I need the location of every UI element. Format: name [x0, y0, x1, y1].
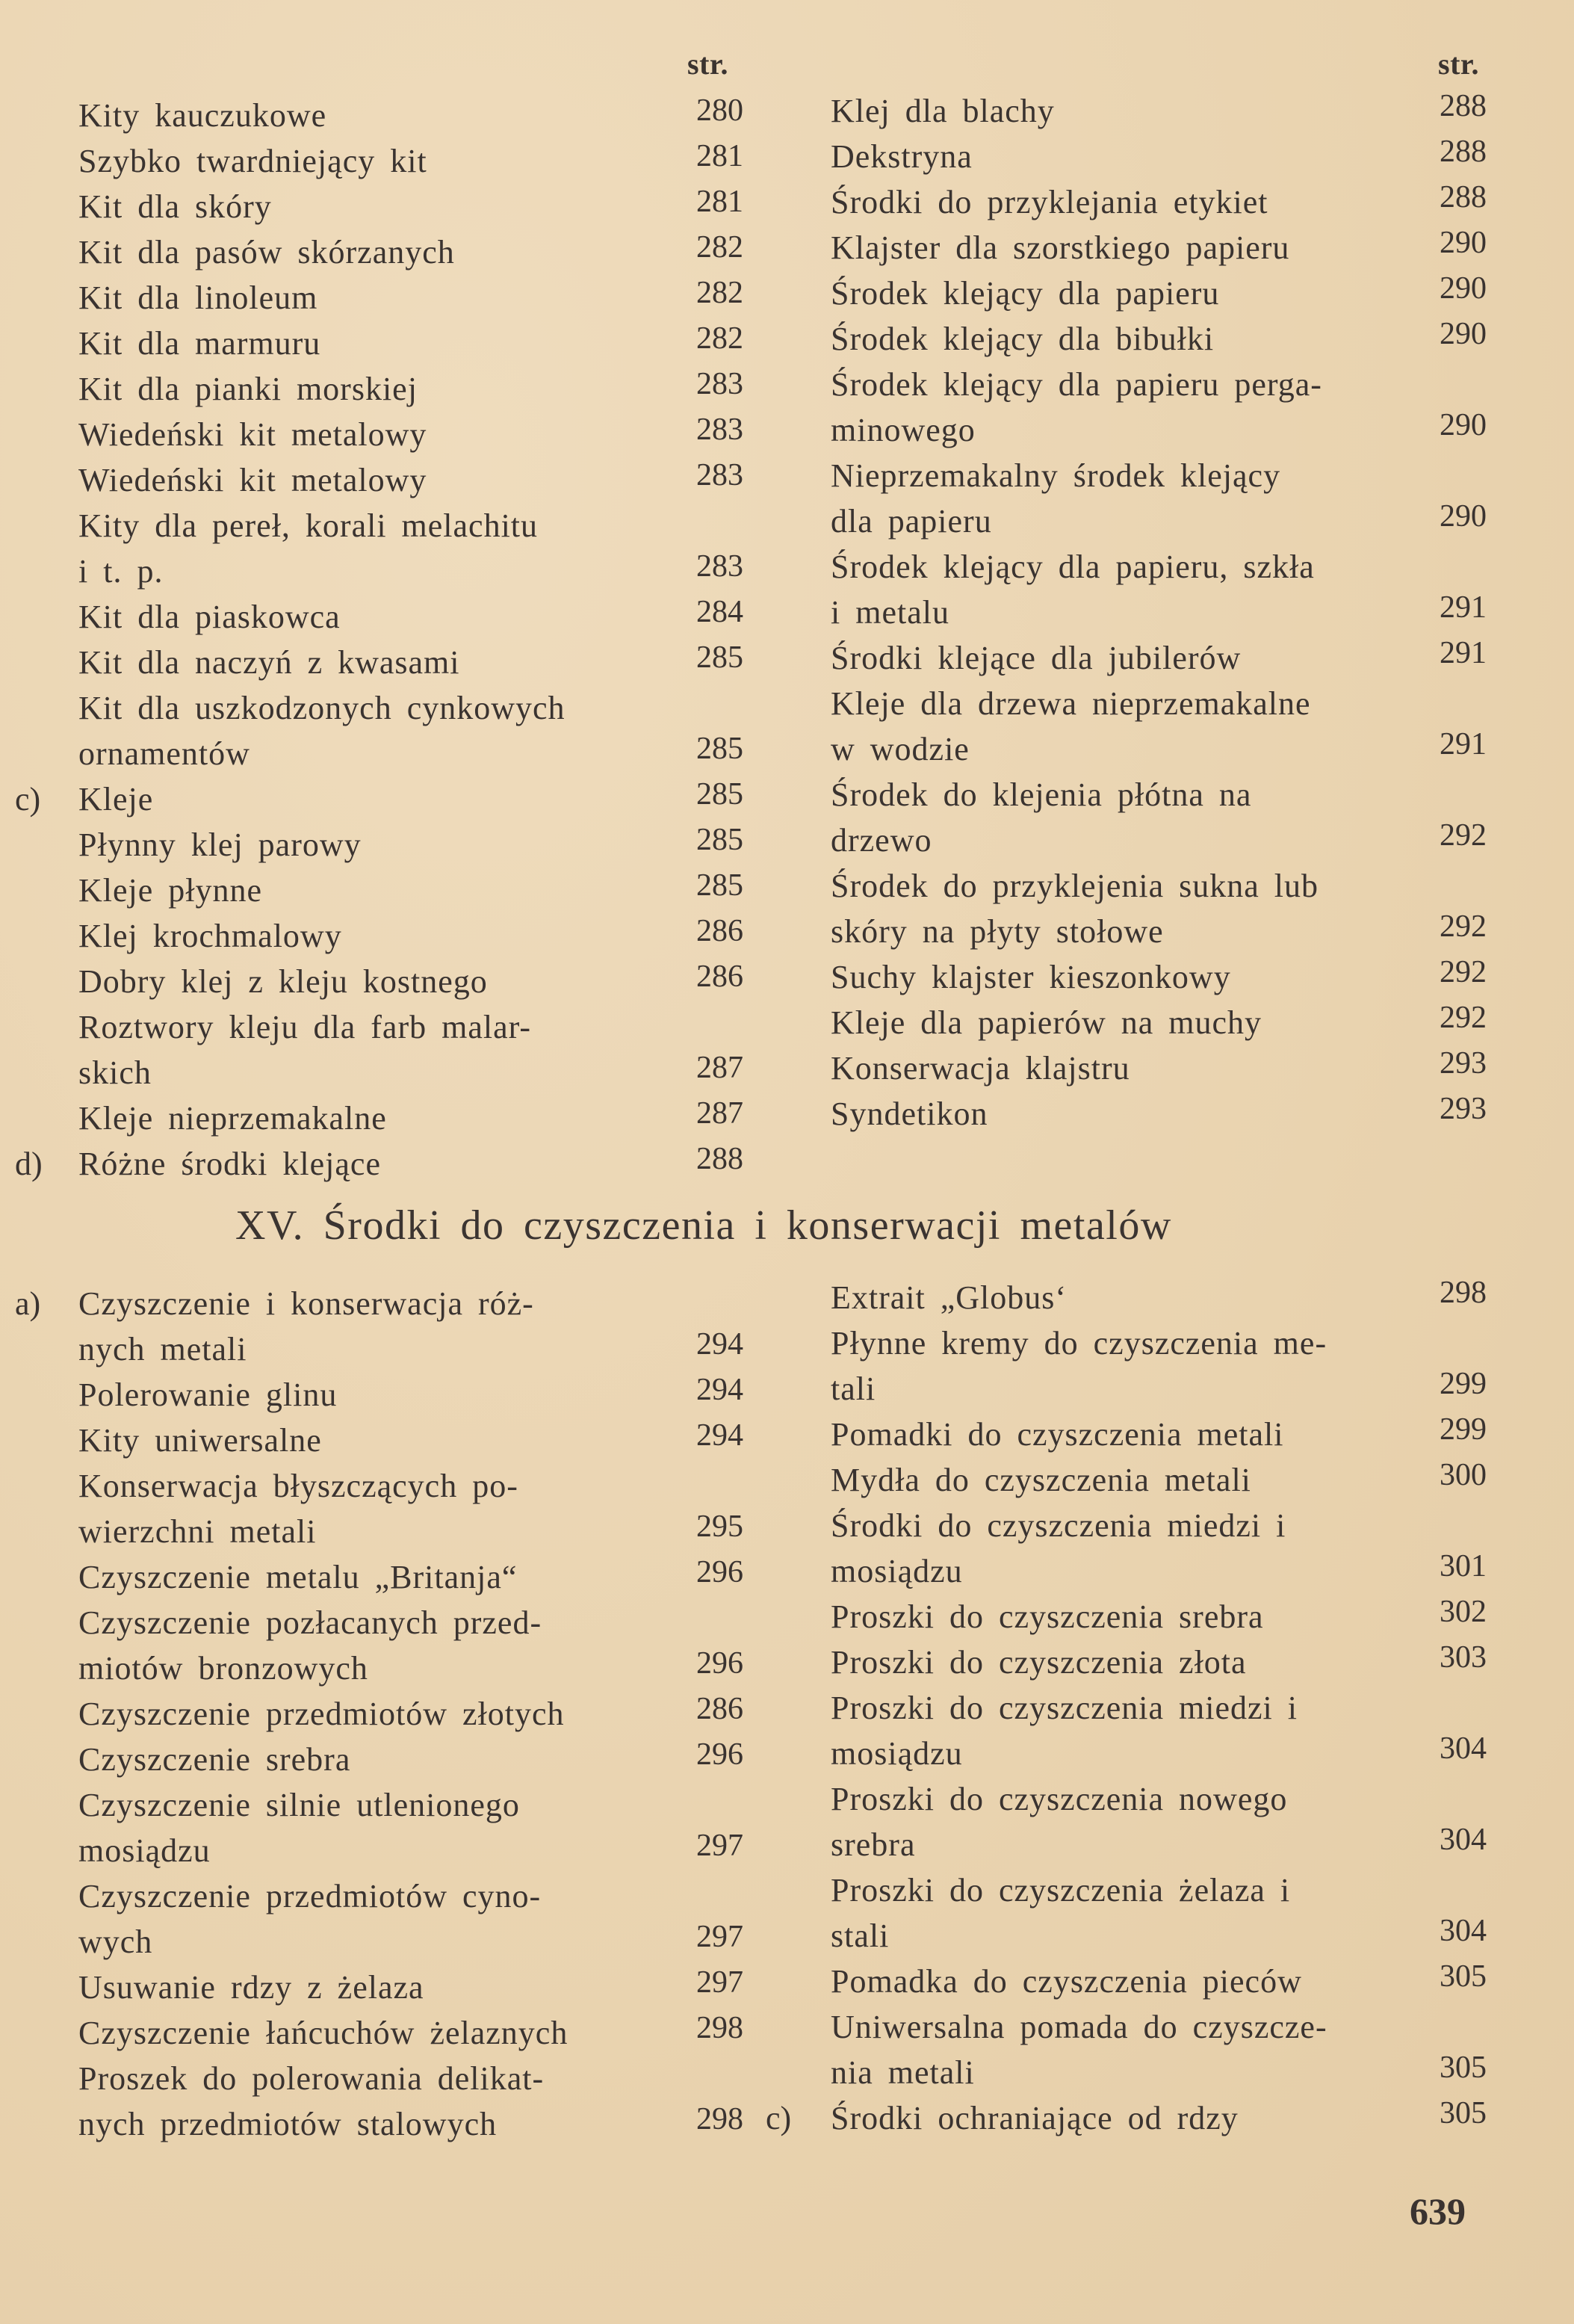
toc-entry-title: Kleje nieprzemakalne [78, 1100, 387, 1137]
toc-entry-title: nych metali [78, 1331, 247, 1367]
toc-entry-title: Kit dla piaskowca [78, 599, 341, 635]
toc-entry-title: Kleje [78, 781, 154, 818]
toc-entry [766, 1640, 1487, 1685]
toc-entry-page-number: 283 [696, 412, 743, 447]
toc-entry [766, 1731, 1487, 1776]
toc-entry [766, 1822, 1487, 1867]
toc-entry-title: Środek do przyklejenia sukna lub [831, 868, 1319, 904]
toc-entry [766, 772, 1487, 818]
toc-entry-page-number: 297 [696, 1829, 743, 1863]
toc-entry [15, 1873, 743, 1919]
toc-entry-page-number: 300 [1440, 1458, 1487, 1492]
toc-entry-page-number: 305 [1440, 2051, 1487, 2085]
toc-entry-title: miotów bronzowych [78, 1650, 368, 1687]
toc-entry-marker: c) [15, 781, 41, 818]
toc-entry-title: Środki do przyklejania etykiet [831, 184, 1268, 220]
toc-entry-title: Proszki do czyszczenia złota [831, 1644, 1247, 1681]
toc-entry-title: ornamentów [78, 735, 250, 772]
toc-entry-title: Wiedeński kit metalowy [78, 416, 427, 453]
toc-entry-page-number: 291 [1440, 727, 1487, 761]
toc-entry-title: Kity kauczukowe [78, 97, 327, 134]
toc-entry-title: Czyszczenie pozłacanych przed- [78, 1604, 542, 1641]
toc-entry [15, 1326, 743, 1372]
toc-entry [766, 544, 1487, 590]
toc-entry [766, 909, 1487, 954]
toc-entry-page-number: 294 [696, 1418, 743, 1453]
toc-entry-page-number: 296 [696, 1555, 743, 1589]
toc-entry-title: Uniwersalna pomada do czyszcze- [831, 2009, 1327, 2045]
toc-entry [766, 590, 1487, 635]
toc-entry-title: Syndetikon [831, 1095, 988, 1132]
toc-entry-title: Polerowanie glinu [78, 1376, 338, 1413]
toc-entry [15, 1782, 743, 1828]
toc-entry-title: Czyszczenie metalu „Britanja“ [78, 1559, 518, 1595]
toc-entry-page-number: 288 [1440, 89, 1487, 123]
toc-entry-page-number: 286 [696, 959, 743, 994]
toc-entry-title: minowego [831, 412, 976, 448]
toc-top-left-column [15, 93, 743, 1187]
toc-entry-page-number: 288 [696, 1142, 743, 1176]
toc-entry [766, 1913, 1487, 1959]
toc-entry [15, 229, 743, 275]
toc-entry [15, 93, 743, 138]
toc-entry-page-number: 291 [1440, 590, 1487, 625]
toc-entry-title: nych przedmiotów stalowych [78, 2106, 498, 2142]
toc-entry-page-number: 304 [1440, 1731, 1487, 1766]
toc-entry [766, 1685, 1487, 1731]
toc-entry [15, 1600, 743, 1645]
toc-entry [15, 1691, 743, 1737]
toc-entry-title: Pomadka do czyszczenia pieców [831, 1963, 1302, 2000]
toc-entry-page-number: 285 [696, 868, 743, 903]
toc-entry-title: Płynny klej parowy [78, 826, 362, 863]
toc-entry-title: wierzchni metali [78, 1513, 317, 1550]
toc-entry [766, 1594, 1487, 1640]
toc-entry-title: nia metali [831, 2054, 975, 2091]
toc-entry [15, 1919, 743, 1965]
toc-entry [15, 1050, 743, 1095]
toc-entry [766, 818, 1487, 863]
toc-entry [766, 316, 1487, 362]
toc-entry-title: Klej dla blachy [831, 93, 1055, 129]
toc-entry-page-number: 290 [1440, 317, 1487, 351]
toc-entry [766, 1548, 1487, 1594]
toc-entry-page-number: 292 [1440, 818, 1487, 853]
toc-entry-marker: a) [15, 1285, 41, 1322]
toc-entry [766, 635, 1487, 681]
toc-entry-title: Kleje dla papierów na muchy [831, 1004, 1262, 1041]
toc-entry-title: i metalu [831, 594, 949, 631]
toc-entry-title: skich [78, 1054, 152, 1091]
toc-entry-page-number: 293 [1440, 1092, 1487, 1126]
toc-entry-page-number: 291 [1440, 636, 1487, 670]
toc-entry [766, 1045, 1487, 1091]
toc-entry [766, 1959, 1487, 2004]
toc-entry-page-number: 290 [1440, 226, 1487, 260]
toc-entry-page-number: 292 [1440, 955, 1487, 989]
toc-entry-title: Czyszczenie srebra [78, 1741, 351, 1778]
toc-entry-title: Środek klejący dla papieru, szkła [831, 548, 1315, 585]
toc-entry-page-number: 299 [1440, 1412, 1487, 1447]
toc-entry [766, 954, 1487, 1000]
toc-entry-title: Kit dla skóry [78, 188, 272, 225]
toc-entry [15, 1509, 743, 1554]
toc-entry-title: Proszki do czyszczenia nowego [831, 1781, 1288, 1817]
toc-entry-page-number: 298 [696, 2011, 743, 2045]
toc-entry-page-number: 297 [696, 1920, 743, 1954]
toc-entry-title: Środek klejący dla papieru [831, 275, 1220, 312]
toc-entry [766, 1412, 1487, 1457]
toc-entry [766, 2050, 1487, 2095]
toc-entry-title: stali [831, 1917, 890, 1954]
toc-entry [15, 275, 743, 321]
toc-entry-page-number: 303 [1440, 1640, 1487, 1675]
toc-entry-title: Kit dla marmuru [78, 325, 321, 362]
toc-entry [15, 1965, 743, 2010]
toc-entry [15, 321, 743, 366]
toc-entry-title: Kleje dla drzewa nieprzemakalne [831, 685, 1311, 722]
toc-entry-title: i t. p. [78, 553, 164, 590]
toc-entry [15, 868, 743, 913]
toc-entry-page-number: 298 [1440, 1276, 1487, 1310]
toc-entry [15, 548, 743, 594]
toc-entry-page-number: 285 [696, 823, 743, 857]
toc-entry-title: Nieprzemakalny środek klejący [831, 457, 1281, 494]
toc-entry [15, 1004, 743, 1050]
toc-entry [15, 1645, 743, 1691]
toc-entry [15, 1418, 743, 1463]
chapter-heading: XV. Środki do czyszczenia i konserwacji metalów [235, 1202, 1172, 1249]
toc-entry [766, 681, 1487, 726]
toc-entry-page-number: 301 [1440, 1549, 1487, 1583]
toc-entry-title: Czyszczenie silnie utlenionego [78, 1787, 520, 1823]
toc-entry-page-number: 288 [1440, 135, 1487, 169]
toc-entry-title: Środek do klejenia płótna na [831, 776, 1252, 813]
toc-entry-page-number: 285 [696, 732, 743, 766]
toc-entry [766, 1457, 1487, 1503]
toc-entry-page-number: 302 [1440, 1595, 1487, 1629]
toc-entry [766, 88, 1487, 134]
toc-entry-page-number: 281 [696, 185, 743, 219]
toc-entry-title: wych [78, 1923, 153, 1960]
toc-entry [766, 1275, 1487, 1320]
toc-entry-page-number: 294 [696, 1373, 743, 1407]
toc-entry-title: Środki ochraniające od rdzy [831, 2100, 1239, 2136]
toc-entry-title: Płynne kremy do czyszczenia me- [831, 1325, 1327, 1362]
toc-entry-title: mosiądzu [831, 1553, 963, 1589]
toc-entry-title: w wodzie [831, 731, 970, 767]
toc-entry [15, 184, 743, 229]
toc-entry-title: tali [831, 1370, 876, 1407]
toc-entry-marker: d) [15, 1146, 43, 1182]
toc-entry-title: Kit dla naczyń z kwasami [78, 644, 460, 681]
toc-entry-page-number: 283 [696, 458, 743, 492]
toc-entry-title: Proszki do czyszczenia srebra [831, 1598, 1264, 1635]
toc-entry [766, 1867, 1487, 1913]
toc-entry-title: mosiądzu [831, 1735, 963, 1772]
toc-entry [15, 2056, 743, 2101]
page-number: 639 [1410, 2190, 1466, 2232]
toc-entry-title: Czyszczenie i konserwacja róż- [78, 1285, 534, 1322]
toc-entry-page-number: 304 [1440, 1823, 1487, 1857]
toc-entry [766, 1000, 1487, 1045]
toc-entry-page-number: 282 [696, 321, 743, 356]
toc-entry [766, 498, 1487, 544]
toc-entry [766, 1503, 1487, 1548]
toc-entry [15, 1141, 743, 1187]
toc-entry-title: Kit dla pianki morskiej [78, 371, 418, 407]
toc-entry [766, 271, 1487, 316]
toc-entry-title: Proszki do czyszczenia miedzi i [831, 1690, 1298, 1726]
toc-entry-title: Czyszczenie przedmiotów złotych [78, 1696, 565, 1732]
toc-entry [766, 1366, 1487, 1412]
toc-entry-page-number: 282 [696, 230, 743, 265]
toc-entry-page-number: 293 [1440, 1046, 1487, 1081]
toc-entry-title: drzewo [831, 822, 932, 859]
toc-entry-title: Kit dla uszkodzonych cynkowych [78, 690, 566, 726]
toc-entry-page-number: 290 [1440, 499, 1487, 534]
toc-entry-title: Konserwacja błyszczących po- [78, 1468, 518, 1504]
toc-entry [15, 366, 743, 412]
toc-entry-page-number: 299 [1440, 1367, 1487, 1401]
toc-entry-page-number: 285 [696, 777, 743, 812]
toc-top-right-column [766, 88, 1487, 1137]
toc-entry-page-number: 298 [696, 2102, 743, 2136]
toc-entry-title: Usuwanie rdzy z żelaza [78, 1969, 424, 2006]
toc-entry-page-number: 281 [696, 139, 743, 173]
toc-entry [766, 1320, 1487, 1366]
toc-entry-title: Środek klejący dla bibułki [831, 321, 1215, 357]
toc-entry-title: srebra [831, 1826, 916, 1863]
toc-entry-title: Czyszczenie łańcuchów żelaznych [78, 2015, 568, 2051]
toc-entry-page-number: 295 [696, 1509, 743, 1544]
toc-entry-title: Klej krochmalowy [78, 918, 342, 954]
toc-entry [15, 731, 743, 776]
toc-entry-page-number: 297 [696, 1965, 743, 2000]
toc-entry [766, 2095, 1487, 2141]
toc-entry-title: Czyszczenie przedmiotów cyno- [78, 1878, 542, 1914]
toc-entry-page-number: 304 [1440, 1914, 1487, 1948]
toc-entry [15, 685, 743, 731]
toc-entry-title: Kit dla pasów skórzanych [78, 234, 455, 271]
toc-entry-page-number: 282 [696, 276, 743, 310]
toc-entry-page-number: 292 [1440, 909, 1487, 944]
toc-entry-page-number: 286 [696, 1692, 743, 1726]
toc-entry [15, 1828, 743, 1873]
toc-entry-page-number: 290 [1440, 271, 1487, 306]
toc-entry [766, 362, 1487, 407]
toc-entry-page-number: 296 [696, 1737, 743, 1772]
toc-entry-title: Kit dla linoleum [78, 279, 318, 316]
toc-entry [15, 1554, 743, 1600]
toc-entry-page-number: 286 [696, 914, 743, 948]
toc-entry [15, 776, 743, 822]
page-column-label-right: str. [1438, 47, 1479, 81]
toc-entry [766, 726, 1487, 772]
toc-entry [15, 822, 743, 868]
toc-entry-title: dla papieru [831, 503, 992, 540]
toc-entry-marker: c) [766, 2100, 792, 2136]
toc-entry-page-number: 290 [1440, 408, 1487, 442]
toc-entry-page-number: 283 [696, 549, 743, 584]
toc-entry [15, 412, 743, 457]
toc-entry [15, 503, 743, 548]
toc-entry-page-number: 288 [1440, 180, 1487, 214]
toc-entry-title: Środki do czyszczenia miedzi i [831, 1507, 1286, 1544]
toc-entry-title: Konserwacja klajstru [831, 1050, 1130, 1087]
toc-entry-title: Dobry klej z kleju kostnego [78, 963, 488, 1000]
toc-entry [15, 594, 743, 640]
toc-entry-page-number: 287 [696, 1096, 743, 1131]
toc-entry [766, 863, 1487, 909]
toc-entry [15, 959, 743, 1004]
toc-entry-page-number: 296 [696, 1646, 743, 1681]
toc-entry-page-number: 283 [696, 367, 743, 401]
toc-entry [15, 1372, 743, 1418]
toc-entry [15, 457, 743, 503]
page-column-label-left: str. [687, 47, 728, 81]
toc-entry [15, 2101, 743, 2147]
toc-entry [766, 179, 1487, 225]
toc-entry [15, 138, 743, 184]
toc-entry [15, 1463, 743, 1509]
toc-entry [15, 1095, 743, 1141]
toc-entry [766, 225, 1487, 271]
toc-entry [15, 1281, 743, 1326]
toc-entry-page-number: 280 [696, 93, 743, 128]
toc-entry-title: Dekstryna [831, 138, 973, 175]
toc-entry [15, 640, 743, 685]
toc-entry [766, 2004, 1487, 2050]
toc-entry [766, 407, 1487, 453]
toc-entry-title: Wiedeński kit metalowy [78, 462, 427, 498]
toc-entry-page-number: 292 [1440, 1001, 1487, 1035]
toc-entry [15, 913, 743, 959]
toc-entry-title: Kleje płynne [78, 872, 263, 909]
toc-bottom-left-column [15, 1281, 743, 2147]
toc-entry-page-number: 294 [696, 1327, 743, 1362]
toc-entry [15, 2010, 743, 2056]
toc-entry [15, 1737, 743, 1782]
toc-entry-title: Środki klejące dla jubilerów [831, 640, 1242, 676]
toc-entry [766, 1091, 1487, 1137]
toc-entry-title: Szybko twardniejący kit [78, 143, 427, 179]
toc-entry-title: Kity uniwersalne [78, 1422, 322, 1459]
toc-entry-title: Różne środki klejące [78, 1146, 381, 1182]
toc-entry-title: skóry na płyty stołowe [831, 913, 1164, 950]
toc-entry-title: Proszki do czyszczenia żelaza i [831, 1872, 1291, 1909]
toc-entry-page-number: 287 [696, 1051, 743, 1085]
toc-entry-title: mosiądzu [78, 1832, 211, 1869]
toc-entry-page-number: 305 [1440, 2096, 1487, 2130]
toc-entry-page-number: 284 [696, 595, 743, 629]
toc-entry-title: Kity dla pereł, korali melachitu [78, 507, 539, 544]
toc-entry-title: Środek klejący dla papieru perga- [831, 366, 1322, 403]
toc-entry-title: Suchy klajster kieszonkowy [831, 959, 1231, 995]
toc-entry-page-number: 305 [1440, 1959, 1487, 1994]
toc-entry-title: Extrait „Globus‘ [831, 1279, 1068, 1316]
toc-bottom-right-column [766, 1275, 1487, 2141]
toc-entry-title: Mydła do czyszczenia metali [831, 1462, 1251, 1498]
toc-entry-title: Roztwory kleju dla farb malar- [78, 1009, 532, 1045]
toc-entry-title: Pomadki do czyszczenia metali [831, 1416, 1284, 1453]
toc-entry-title: Proszek do polerowania delikat- [78, 2060, 545, 2097]
toc-entry [766, 453, 1487, 498]
toc-entry-page-number: 285 [696, 640, 743, 675]
toc-entry [766, 1776, 1487, 1822]
toc-entry [766, 134, 1487, 179]
toc-entry-title: Klajster dla szorstkiego papieru [831, 229, 1290, 266]
